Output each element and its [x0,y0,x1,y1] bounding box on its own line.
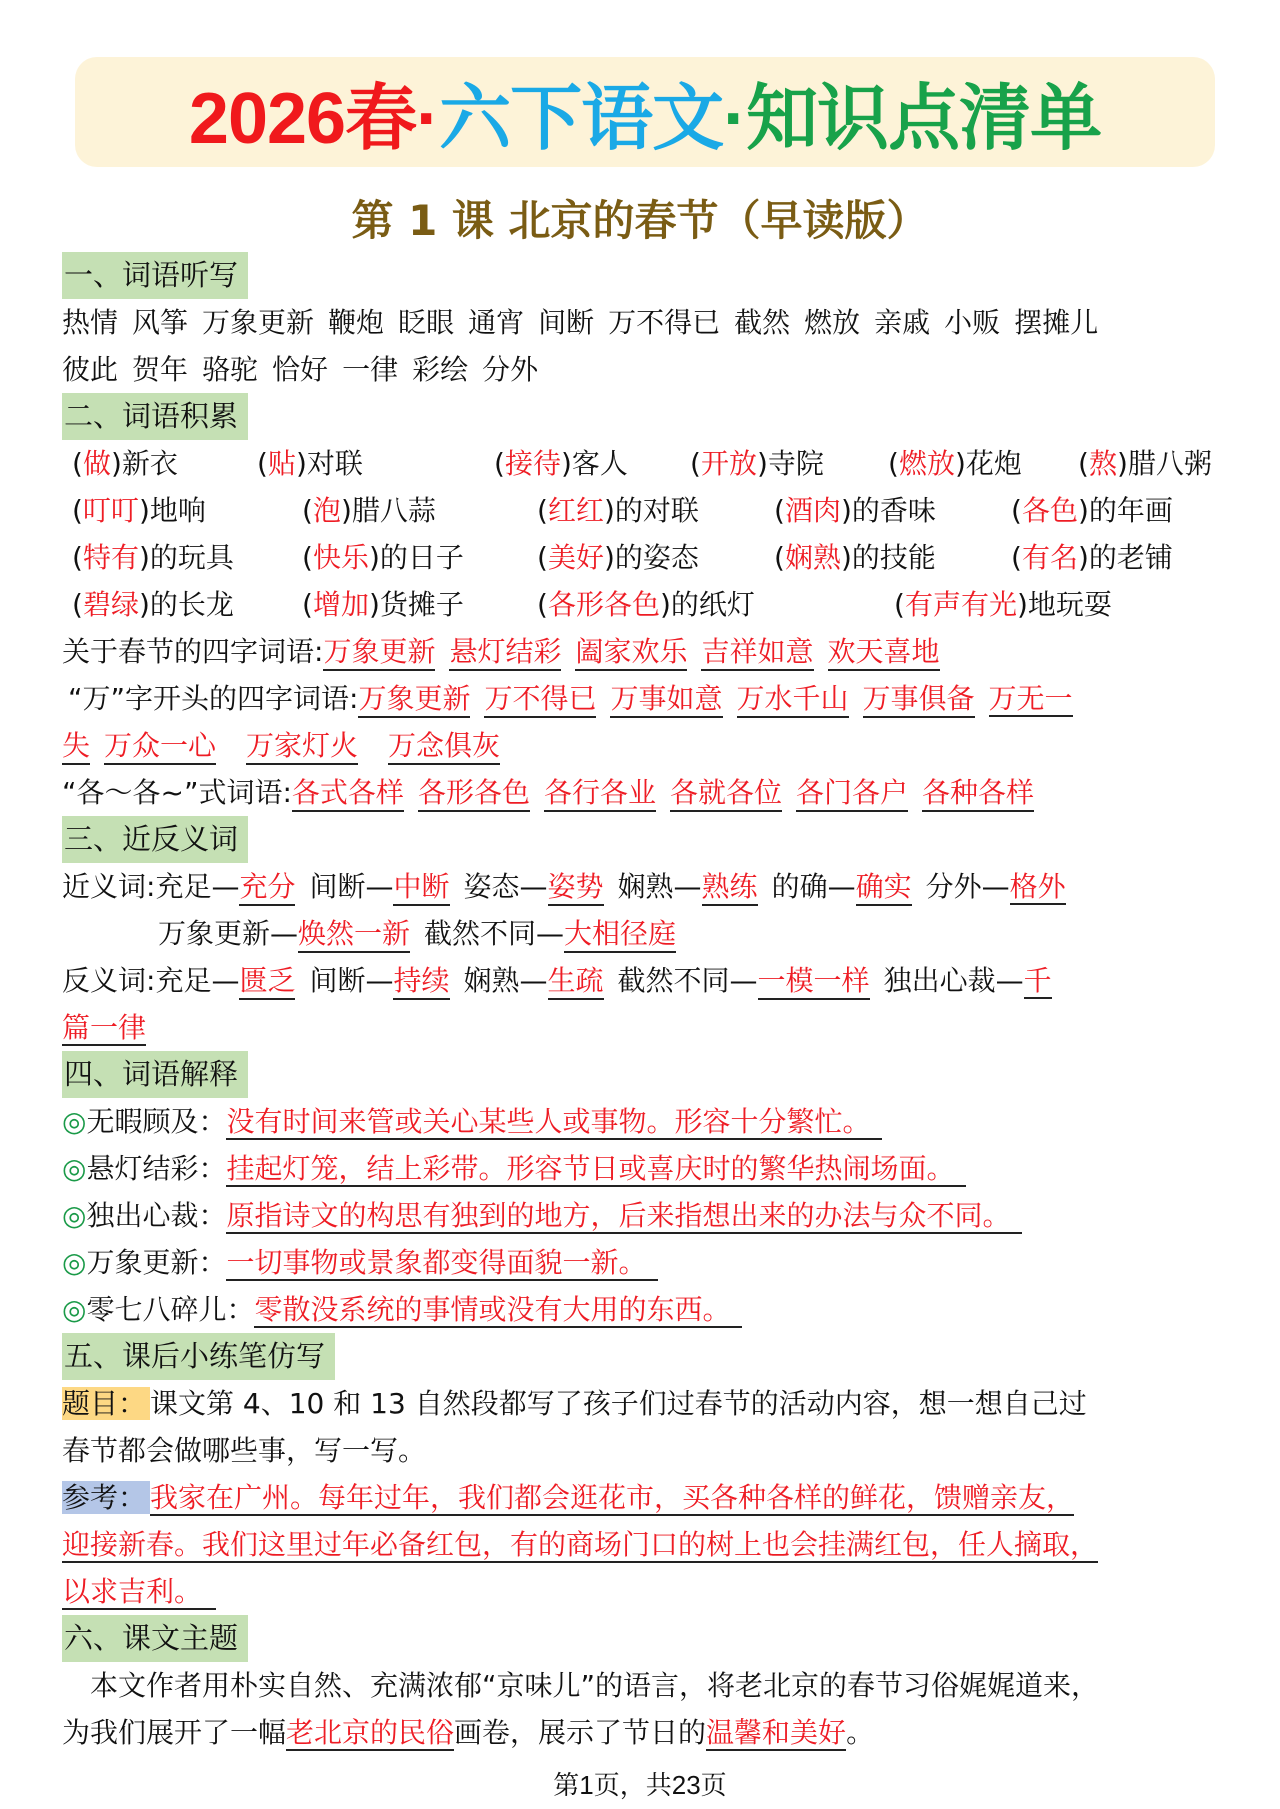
explanation-item: ◎无暇顾及：没有时间来管或关心某些人或事物。形容十分繁忙。 [62,1098,1222,1145]
synonym-answer: 格外 [1009,870,1066,903]
title-banner [75,57,1215,167]
antonym-answer: 生疏 [548,964,604,1000]
synonym-answer: 中断 [393,870,449,906]
title-part-list: ·知识点清单 [723,79,1102,159]
word: 摆摊儿 [1014,306,1099,339]
word: 鞭炮 [328,306,385,339]
double-circle-bullet-icon: ◎ [62,1246,87,1279]
reference-line-3: 以求吉利。 [62,1568,1222,1615]
antonym-answer: 匮乏 [239,964,295,1000]
word: 彼此 [62,353,119,386]
dictation-words-line-2 [62,346,1222,393]
idiom: 欢天喜地 [828,635,940,671]
word: 万不得已 [608,306,721,339]
explanation-item: ◎独出心裁：原指诗文的构思有独到的地方，后来指想出来的办法与众不同。 [62,1192,1222,1239]
antonym-answer: 持续 [393,964,449,1000]
word: 一律 [342,353,399,386]
synonym-answer: 大相径庭 [564,917,676,953]
wan-idioms-line-2 [62,722,1222,769]
collocation-item: (贴)对联 [257,447,363,480]
word: 通宵 [468,306,525,339]
word: 间断 [538,306,595,339]
collocation-row-2: (叮叮)地响 (泡)腊八蒜 (红红)的对联 (酒肉)的香味 (各色)的年画 [72,494,1173,527]
idiom: 吉祥如意 [701,635,813,671]
word: 热情 [62,306,119,339]
reference-tag: 参考： [62,1481,150,1514]
collocation-item: (开放)寺院 [690,447,824,480]
theme-highlight: 老北京的民俗 [286,1716,455,1749]
idiom: 各形各色 [418,776,530,812]
idiom: 各种各样 [922,776,1034,812]
synonym-answer: 姿势 [548,870,604,906]
word: 亲戚 [874,306,931,339]
section-heading-writing-practice: 五、课后小练笔仿写 [62,1333,335,1380]
synonyms-line-1: 近义词:充足—充分 间断—中断 姿态—姿势 娴熟—熟练 的确—确实 分外—格外 [62,863,1222,910]
synonym-answer: 焕然一新 [298,917,410,953]
double-circle-bullet-icon: ◎ [62,1105,87,1138]
theme-highlight: 温馨和美好 [706,1716,847,1749]
antonym-answer: 一模一样 [758,964,870,1000]
word: 贺年 [132,353,189,386]
antonym-answer-wrapped-part2: 篇一律 [62,1011,147,1044]
synonym-answer: 熟练 [702,870,758,906]
collocation-item: (熬)腊八粥 [1078,447,1212,480]
idiom: 万家灯火 [246,729,358,765]
idiom: 万事如意 [610,682,722,718]
double-circle-bullet-icon: ◎ [62,1152,87,1185]
word: 燃放 [804,306,861,339]
word: 分外 [482,353,539,386]
collocation-item: (燃放)花炮 [888,447,1022,480]
lesson-title: 第 1 课 北京的春节（早读版） [351,196,929,245]
page-number: 第1页，共23页 [553,1770,727,1800]
explanation-item: ◎万象更新：一切事物或景象都变得面貌一新。 [62,1239,1222,1286]
double-circle-bullet-icon: ◎ [62,1199,87,1232]
explanation-item: ◎零七八碎儿：零散没系统的事情或没有大用的东西。 [62,1286,1222,1333]
word: 眨眼 [398,306,455,339]
title-part-subject: 六下语文 [439,79,724,159]
reference-line-2: 迎接新春。我们这里过年必备红包，有的商场门口的树上也会挂满红包，任人摘取， [62,1528,1099,1561]
antonyms-line-1: 反义词:充足—匮乏 间断—持续 娴熟—生疏 截然不同—一模一样 独出心裁—千 [62,957,1222,1004]
antonym-answer-wrapped-part1: 千 [1023,964,1052,997]
idiom: 万不得已 [484,682,596,718]
word: 恰好 [272,353,329,386]
theme-line-1: 本文作者用朴实自然、充满浓郁“京味儿”的语言，将老北京的春节习俗娓娓道来， [90,1669,1100,1702]
section-heading-synonyms-antonyms: 三、近反义词 [62,816,248,863]
idiom: 悬灯结彩 [449,635,561,671]
word: 彩绘 [412,353,469,386]
idiom-wrapped-part2: 失 [62,729,90,765]
collocation-item: (做)新衣 [72,447,178,480]
document-body [62,252,1222,1756]
synonyms-line-2: 万象更新—焕然一新 截然不同—大相径庭 [62,910,1222,957]
collocation-item: (接待)客人 [494,447,628,480]
antonyms-line-2 [62,1004,1222,1051]
collocation-row-4: (碧绿)的长龙 (增加)货摊子 (各形各色)的纸灯 (有声有光)地玩耍 [72,588,1112,621]
section-heading-theme: 六、课文主题 [62,1615,248,1662]
spring-idioms-label: 关于春节的四字词语: [62,635,324,668]
explanation-item: ◎悬灯结彩：挂起灯笼，结上彩带。形容节日或喜庆时的繁华热闹场面。 [62,1145,1222,1192]
wan-idioms-label: “万”字开头的四字词语: [68,682,359,715]
spring-idioms-line [62,628,1222,675]
synonyms-label: 近义词: [62,870,156,903]
wan-idioms-line-1 [62,675,1222,722]
title-part-year: 2026春· [188,79,440,159]
idiom: 万众一心 [104,729,216,765]
idiom: 万象更新 [358,682,470,718]
collocation-grid [62,440,1222,487]
reference-line-1: 参考： 我家在广州。每年过年，我们都会逛花市，买各种各样的鲜花，馈赠亲友， [62,1481,1075,1514]
idiom-wrapped-part1: 万无一 [988,682,1073,715]
dictation-words-line-1 [62,299,1222,346]
ge-idioms-label: “各～各~”式词语: [62,776,292,809]
idiom: 万水千山 [737,682,849,718]
collocation-row-3: (特有)的玩具 (快乐)的日子 (美好)的姿态 (娴熟)的技能 (有名)的老铺 [72,541,1173,574]
section-heading-explanations: 四、词语解释 [62,1051,248,1098]
ge-idioms-line [62,769,1222,816]
section-heading-accumulation: 二、词语积累 [62,393,248,440]
idiom: 各门各户 [796,776,908,812]
idiom: 万念俱灰 [388,729,500,765]
question-tag: 题目： [62,1387,150,1420]
section-heading-dictation: 一、词语听写 [62,252,248,299]
synonym-answer: 确实 [856,870,912,906]
idiom: 万象更新 [323,635,435,671]
antonyms-label: 反义词: [62,964,156,997]
word: 风筝 [132,306,189,339]
word: 小贩 [944,306,1001,339]
idiom: 各式各样 [292,776,404,812]
question-line-1: 题目： 课文第 4、10 和 13 自然段都写了孩子们过春节的活动内容，想一想自己过 [62,1387,1087,1420]
synonym-answer: 充分 [239,870,295,906]
idiom: 阖家欢乐 [575,635,687,671]
idiom: 万事俱备 [863,682,975,718]
word: 骆驼 [202,353,259,386]
idiom: 各行各业 [544,776,656,812]
word: 截然 [734,306,791,339]
theme-line-2: 为我们展开了一幅老北京的民俗画卷，展示了节日的温馨和美好。 [62,1716,875,1749]
question-line-2: 春节都会做哪些事，写一写。 [62,1434,427,1467]
double-circle-bullet-icon: ◎ [62,1293,87,1326]
idiom: 各就各位 [670,776,782,812]
word: 万象更新 [202,306,315,339]
